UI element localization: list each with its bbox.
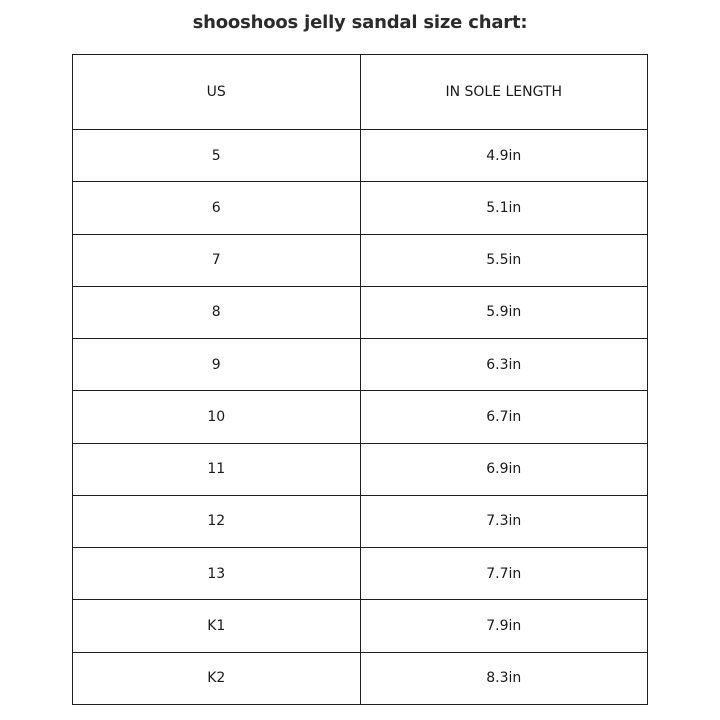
cell-us-size: 12 <box>73 495 361 547</box>
table-row <box>73 234 648 286</box>
size-chart-table <box>72 54 648 705</box>
cell-sole-length: 6.9in <box>360 443 648 495</box>
table-row <box>73 495 648 547</box>
table-header-row <box>73 55 648 130</box>
header-sole-length: IN SOLE LENGTH <box>360 55 648 130</box>
table-row <box>73 600 648 652</box>
header-us: US <box>73 55 361 130</box>
cell-us-size: 7 <box>73 234 361 286</box>
table-row <box>73 286 648 338</box>
cell-us-size: 9 <box>73 339 361 391</box>
cell-sole-length: 7.7in <box>360 548 648 600</box>
cell-us-size: 10 <box>73 391 361 443</box>
page-title: shooshoos jelly sandal size chart: <box>192 12 528 33</box>
cell-us-size: 6 <box>73 182 361 234</box>
cell-sole-length: 5.9in <box>360 286 648 338</box>
table-row <box>73 130 648 182</box>
cell-sole-length: 7.9in <box>360 600 648 652</box>
cell-us-size: 5 <box>73 130 361 182</box>
table-row <box>73 443 648 495</box>
cell-sole-length: 5.5in <box>360 234 648 286</box>
table-row <box>73 182 648 234</box>
cell-us-size: K2 <box>73 652 361 704</box>
cell-sole-length: 6.7in <box>360 391 648 443</box>
cell-us-size: 13 <box>73 548 361 600</box>
cell-us-size: 8 <box>73 286 361 338</box>
table-row <box>73 652 648 704</box>
table-row <box>73 339 648 391</box>
cell-sole-length: 7.3in <box>360 495 648 547</box>
table-row <box>73 391 648 443</box>
cell-sole-length: 6.3in <box>360 339 648 391</box>
table-row <box>73 548 648 600</box>
cell-us-size: 11 <box>73 443 361 495</box>
cell-sole-length: 8.3in <box>360 652 648 704</box>
cell-us-size: K1 <box>73 600 361 652</box>
cell-sole-length: 5.1in <box>360 182 648 234</box>
cell-sole-length: 4.9in <box>360 130 648 182</box>
